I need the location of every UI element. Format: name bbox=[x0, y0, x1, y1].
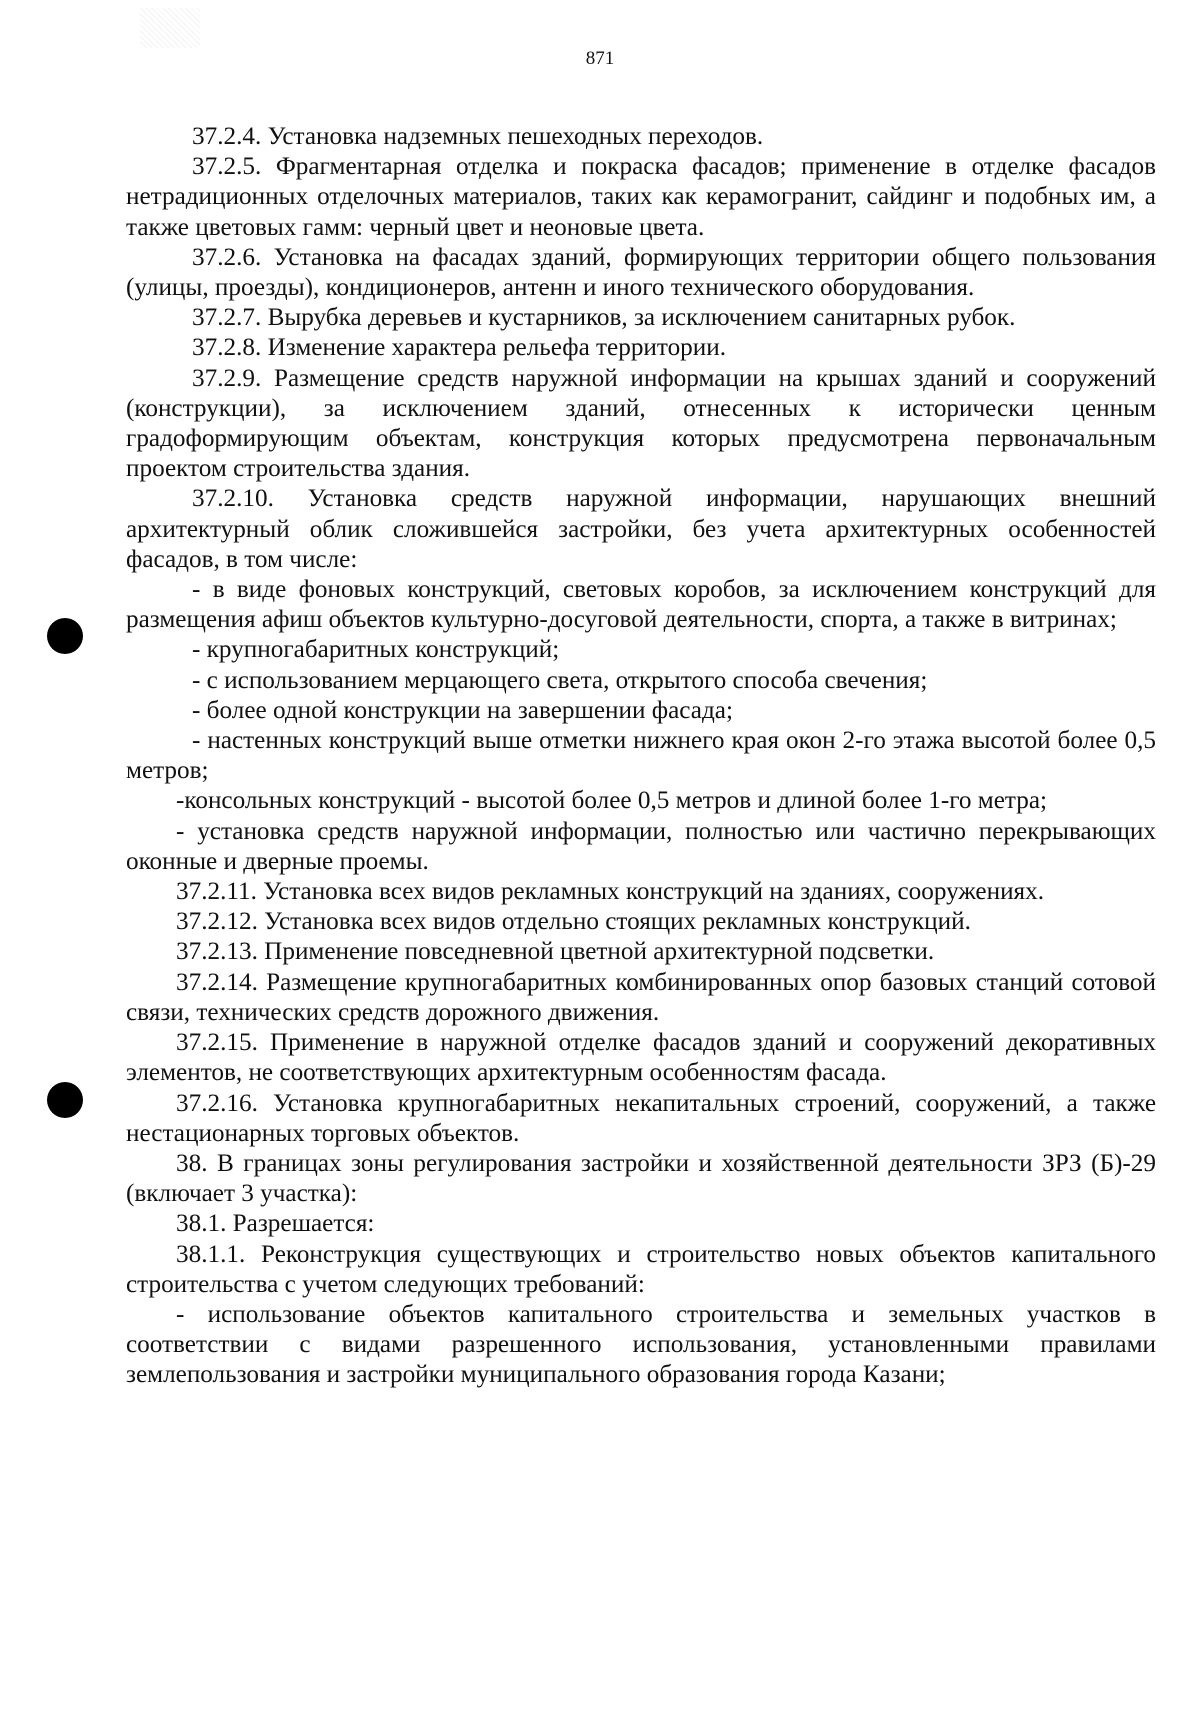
paragraph-37-2-6: 37.2.6. Установка на фасадах зданий, формирующих территории общего пользования (улицы, проезды), кондиционеров, антенн и иного технического оборудования. bbox=[126, 243, 1156, 302]
paragraph-37-2-11: 37.2.11. Установка всех видов рекламных конструкций на зданиях, сооружениях. bbox=[176, 878, 1045, 906]
paragraph-37-2-14: 37.2.14. Размещение крупногабаритных комбинированных опор базовых станций сотовой связи, технических средств дорожного движения. bbox=[126, 968, 1156, 1026]
list-item: - использование объектов капитального строительства и земельных участков в соответствии с видами разрешенного использования, установленными правилами землепользования и застройки муниципального образования города Казани; bbox=[126, 1300, 1156, 1389]
paragraph-37-2-15: 37.2.15. Применение в наружной отделке фасадов зданий и сооружений декоративных элементов, не соответствующих архитектурным особенностям фасада. bbox=[126, 1029, 1156, 1087]
document-body bbox=[126, 122, 1156, 1391]
punch-hole-mark bbox=[47, 1082, 83, 1118]
paragraph-37-2-10: 37.2.10. Установка средств наружной информации, нарушающих внешний архитектурный облик сложившейся застройки, без учета архитектурных особенностей фасадов, в том числе: bbox=[126, 485, 1156, 573]
list-item: - крупногабаритных конструкций; bbox=[192, 636, 560, 664]
paragraph-37-2-4: 37.2.4. Установка надземных пешеходных переходов. bbox=[192, 123, 764, 150]
list-item: - более одной конструкции на завершении фасада; bbox=[192, 696, 733, 724]
paragraph-37-2-9: 37.2.9. Размещение средств наружной информации на крышах зданий и сооружений (конструкции), за исключением зданий, отнесенных к исторически ценным градоформирующим объектам, конструкция которых предусмотрена первоначальным проектом строительства здания. bbox=[126, 364, 1156, 483]
paragraph-37-2-12: 37.2.12. Установка всех видов отдельно стоящих рекламных конструкций. bbox=[176, 908, 971, 936]
paragraph-38-1-1: 38.1.1. Реконструкция существующих и строительство новых объектов капитального строительства с учетом следующих требований: bbox=[126, 1240, 1156, 1298]
section-heading-38: 38. В границах зоны регулирования застройки и хозяйственной деятельности ЗРЗ (Б)-29 (включает 3 участка): bbox=[126, 1149, 1156, 1208]
paragraph-37-2-16: 37.2.16. Установка крупногабаритных некапитальных строений, сооружений, а также нестационарных торговых объектов. bbox=[126, 1089, 1156, 1147]
list-item: -консольных конструкций - высотой более 0,5 метров и длиной более 1-го метра; bbox=[176, 787, 1048, 815]
page-number: 871 bbox=[585, 48, 615, 69]
section-heading-38-1: 38.1. Разрешается: bbox=[176, 1210, 375, 1238]
paragraph-37-2-8: 37.2.8. Изменение характера рельефа территории. bbox=[192, 334, 727, 362]
scan-noise bbox=[140, 8, 200, 48]
punch-hole-mark bbox=[47, 618, 83, 654]
paragraph-37-2-13: 37.2.13. Применение повседневной цветной архитектурной подсветки. bbox=[176, 938, 935, 966]
paragraph-37-2-5: 37.2.5. Фрагментарная отделка и покраска фасадов; применение в отделке фасадов нетрадиционных отделочных материалов, таких как керамогранит, сайдинг и подобных им, а также цветовых гамм: черный цвет и неоновые цвета. bbox=[126, 153, 1156, 241]
list-item: - в виде фоновых конструкций, световых коробов, за исключением конструкций для размещения афиш объектов культурно-досуговой деятельности, спорта, а также в витринах; bbox=[126, 576, 1156, 634]
list-item: - настенных конструкций выше отметки нижнего края окон 2-го этажа высотой более 0,5 метров; bbox=[126, 727, 1156, 785]
list-item: - с использованием мерцающего света, открытого способа свечения; bbox=[192, 666, 928, 694]
list-item: - установка средств наружной информации, полностью или частично перекрывающих оконные и дверные проемы. bbox=[126, 817, 1156, 875]
paragraph-37-2-7: 37.2.7. Вырубка деревьев и кустарников, за исключением санитарных рубок. bbox=[192, 304, 1016, 332]
